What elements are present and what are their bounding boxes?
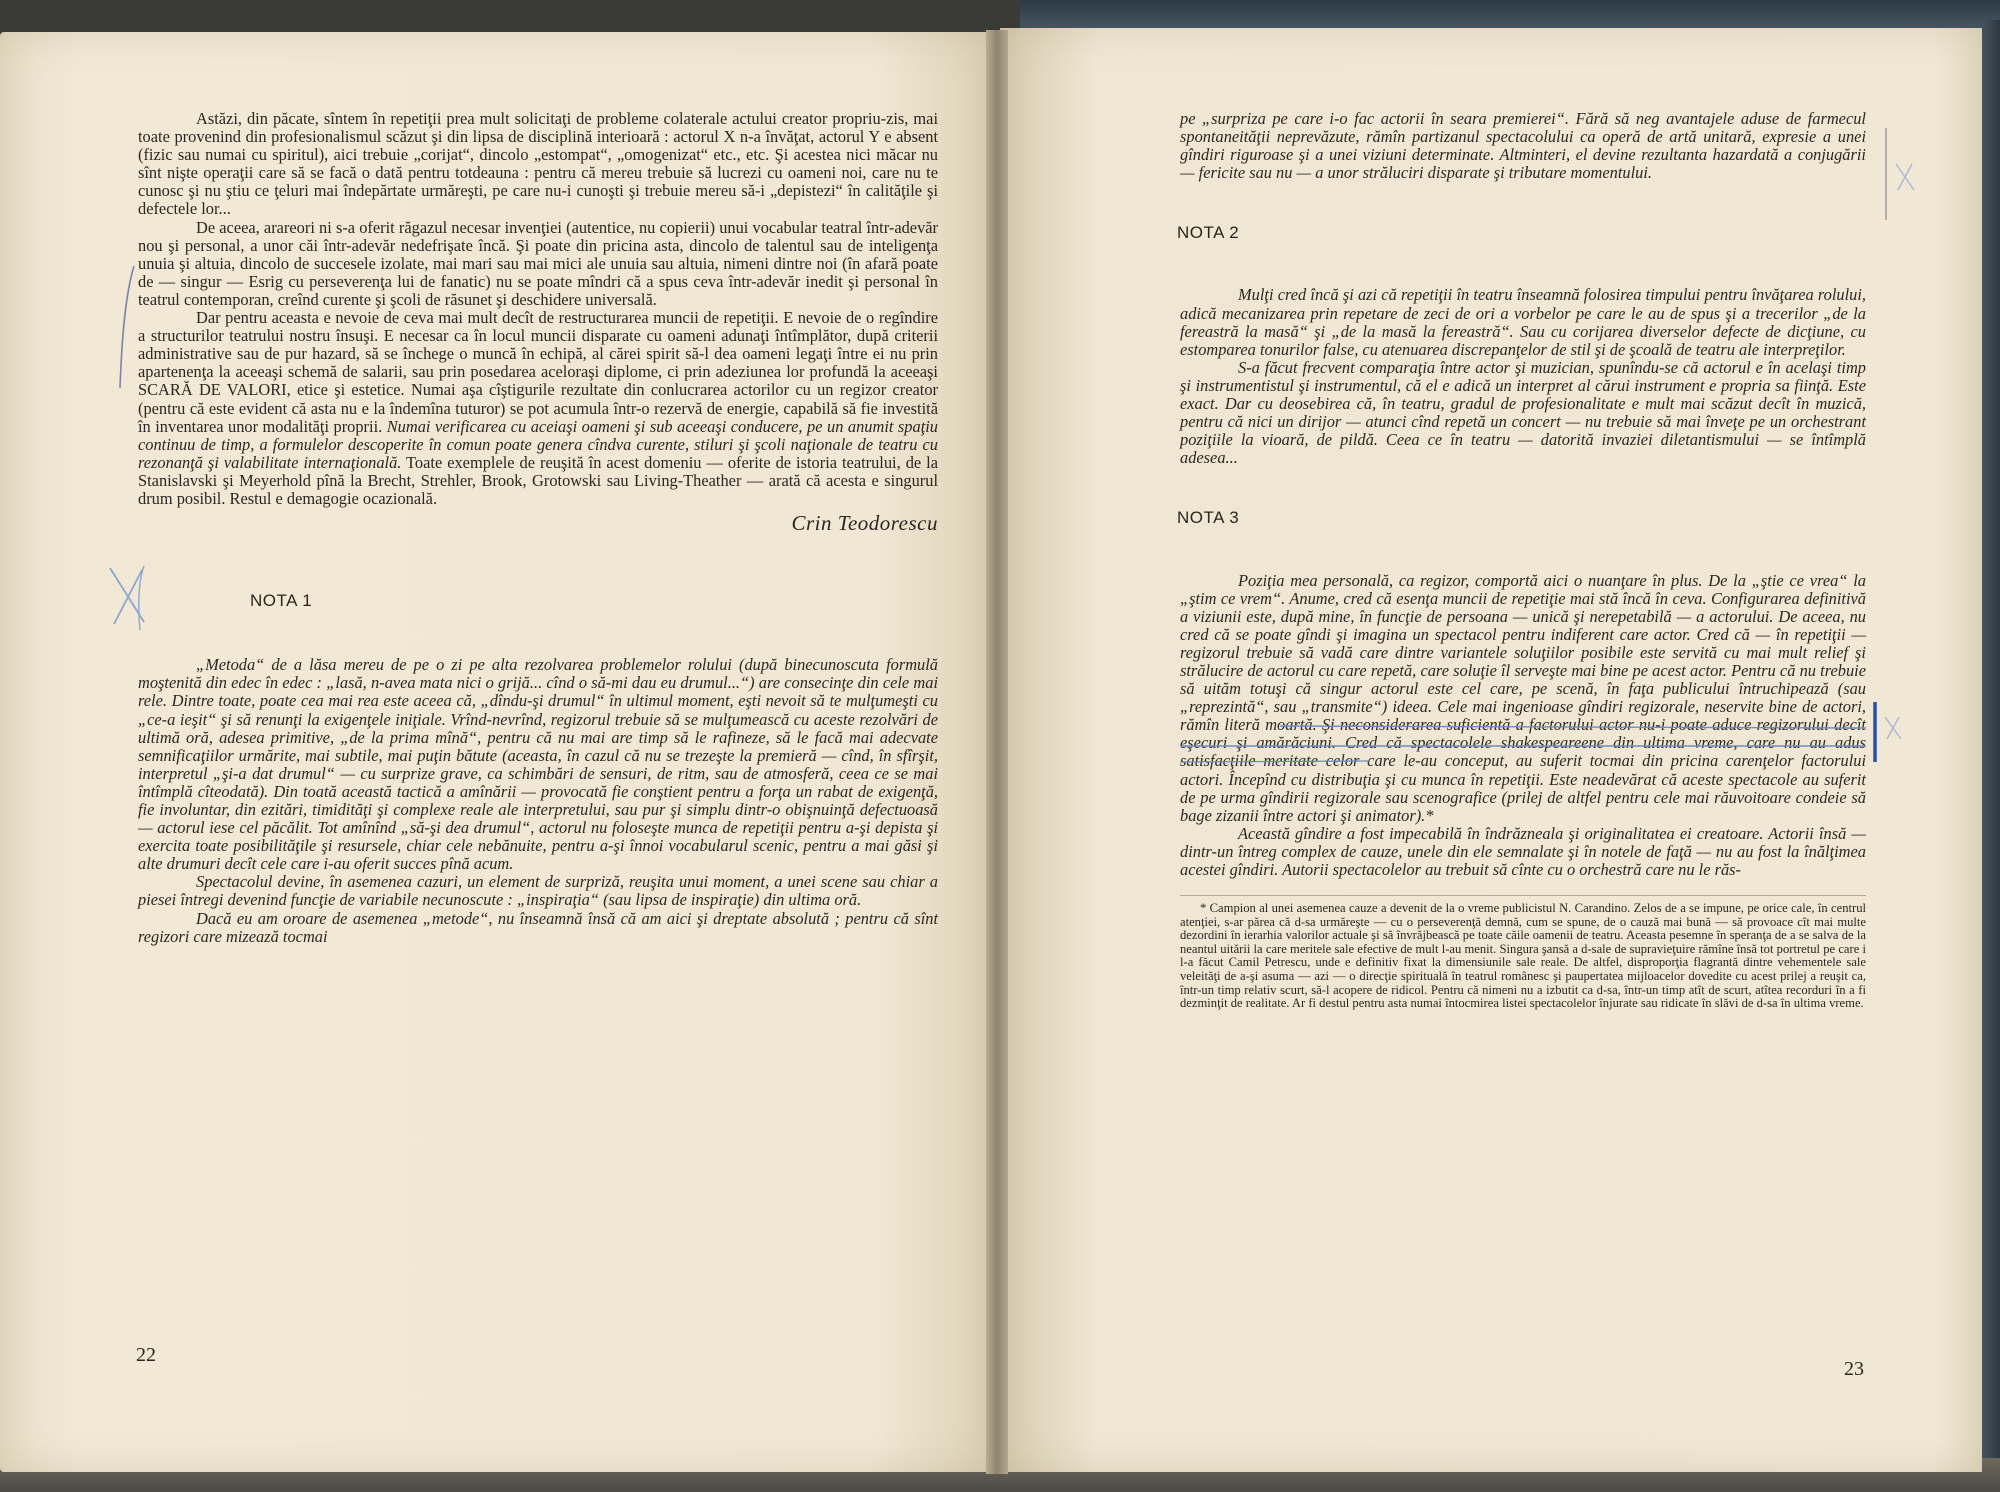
note-paragraph: pe „surpriza pe care i-o fac actorii în seara premierei“. Fără să neg avantajele aduse de farmecul spontaneităţii neprevăzute, rămîn partizanul spectacolului ca operă de artă unitară, expresie a unei gîndiri riguroase şi a unei viziuni determinate. Altminteri, el devine rezultanta hazardată a conjugării — fericite sau nu — a unor străluciri disparate şi tributare momentului. [1180,109,1866,183]
note-heading: NOTA 3 [1177,508,1240,528]
book-gutter [986,30,1008,1474]
book-cover-edge [1982,20,2000,1492]
pencil-x-mark [104,562,152,634]
note-paragraph: „Metoda“ de a lăsa mereu de pe o zi pe alta rezolvarea problemelor rolului (după binecunoscuta formulă moştenită din edec în edec : „lasă, n-avea mata nici o grijă... cînd o să-mi dau eu drumul...“) are consecinţe din cele mai rele. Dintre toate, poate cea mai rea este aceea că, „dîndu-şi drumul“ în ultimul moment, eşti nevoit să te mulţumeşti cu „ce-a ieşit“ şi să renunţi la exigenţele iniţiale. Vrînd-nevrînd, regizorul trebuie să se mulţumească cu aceste rezolvări de ultimă oră, adesea primitive, „de la prima mînă“, pentru că nu mai are timp să le rafineze, să le facă mai adecvate semnificaţiilor urmărite, mai subtile, mai puţin bătute (aceasta, în cazul că nu se trezeşte la premieră — cînd, în sfîrşit, interpretul „şi-a dat drumul“ — cu surprize grave, ca schimbări de sensuri, de ritm, sau de atmosferă, ceea ce se mai întîmplă cîteodată). Din toată această tactică a amînării — provocată fie conştient pentru a forţa un rabat de exigenţă, fie involuntar, din ezitări, timidităţi şi complexe reale ale interpretului, sau pur şi simplu dintr-o obişnuinţă defectuoasă — actorul iese cel păcălit. Tot amînînd „să-şi dea drumul“, actorul nu foloseşte munca de repetiţii pentru a-şi depista şi exercita toate posibilităţile şi resursele, chiar cele nebănuite, pentru a-şi înnoi vocabularul scenic, pentru a mai găsi şi alte drumuri decît cele care i-au oferit succes pînă acum. [138,655,938,874]
note-heading: NOTA 2 [1177,223,1240,243]
left-page-text [138,110,938,946]
paragraph-text: Toate exemplele de reuşită în acest domeniu — oferite de istoria teatrului, de la Stanislavski şi Meyerhold pînă la Brecht, Strehler, Brook, Grotowski sau Living-Theather — arată că acesta e singurul drum posibil. Restul e demagogie ocazională. [138,452,938,508]
note-paragraph: Mulţi cred încă şi azi că repetiţii în teatru înseamnă folosirea timpului pentru învăţarea rolului, adică mecanizarea prin repetare de zeci de ori a vorbelor pe care le au de spus şi a trecerilor „de la fereastră la masă“ şi „de la masă la fereastră“. Sau cu corijarea diverselor defecte de dicţiune, cu estomparea tonurilor false, cu atenuarea discrepanţelor de stil şi de şcoală de teatru ale interpreţilor. [1180,285,1866,359]
note-heading: NOTA 1 [250,591,313,611]
page-number: 23 [1844,1358,1864,1380]
note-paragraph: Poziţia mea personală, ca regizor, comportă aici o nuanţare în plus. De la „ştie ce vrea“ la „ştim ce vrem“. Anume, cred că esenţa muncii de repetiţie mai stă încă în ceva. Configurarea definitivă a viziunii este, după mine, în funcţie de persoana — unică şi nerepetabilă — a actorului. De aceea, nu cred că se poate gîndi şi imagina un spectacol pentru indiferent care actor. Cred că — în repetiţii — regizorul trebuie să vadă care dintre variantele soluţiilor posibile este servită cu mai mult relief şi strălucire de actorul cu care repetă, care soluţie îl serveşte mai bine pe acest actor. Pentru că nu trebuie să uităm totuşi că singur actorul este cel care, pe scenă, în faţa publicului întruchipează (sau „reprezintă“, sau „transmite“) ideea. Cele mai ingenioase gîndiri regizorale, neservite bine de actori, rămîn literă moartă. Şi neconsiderarea suficientă a factorului actor nu-i poate aduce regizorului decît eşecuri şi amărăciuni. Cred că spectacolele shakespeareene din ultima vreme, care nu au adus satisfacţiile meritate celor care le-au conceput, au suferit tocmai din pricina carenţelor factorului actori. Începînd cu distribuţia şi cu munca în repetiţii. Este neadevărat că aceste spectacole au suferit de pe urma gîndirii regizorale sau scenografice (prilej de altfel pentru cele mai răuvoitoare condeie să bage zizanii între actori şi animator).* [1180,570,1866,825]
pencil-x-mark [1892,160,1918,194]
blue-pencil-margin-line [1868,700,1882,764]
note-paragraph: Această gîndire a fost impecabilă în îndrăzneala şi originalitatea ei creatoare. Actorii însă — dintr-un întreg complex de cauze, unele din ele semnalate şi în notele de faţă — nu au fost la înălţimea acestei gîndiri. Autorii spectacolelor au trebuit să cînte cu o orchestră care nu le răs- [1180,823,1866,879]
pencil-margin-line [112,262,142,392]
footnote [1180,895,1866,1011]
note-paragraph: Spectacolul devine, în asemenea cazuri, un element de surpriză, reuşita unui moment, a unei scene sau chiar a piesei întregi devenind funcţie de variabile necunoscute : „inspiraţia“ (sau lipsa de inspiraţie) din ultima oră. [138,872,938,910]
italic-emphasis: Numai verificarea cu aceiaşi oameni şi sub aceeaşi conducere, pe un anumit spaţiu continuu de timp, a formulelor descoperite în comun poate genera cîndva curente, stiluri şi şcoli naţionale de teatru cu rezonanţă şi valabilitate internaţională. [138,416,938,472]
page-number: 22 [136,1344,156,1366]
paragraph: Astăzi, din păcate, sîntem în repetiţii prea mult solicitaţi de probleme colaterale actului creator propriu-zis, mai toate provenind din profesionalismul scăzut şi din lipsa de disciplină interioară : actorul X n-a învăţat, actorul Y e absent (fizic sau numai cu spiritul), aici trebuie „corijat“, dincolo „estompat“, „omogenizat“ etc., etc. Şi acestea nici măcar nu sînt nişte operaţii care să se facă o dată pentru totdeauna : pentru că mereu trebuie să lucrezi cu oameni noi, care nu te cunosc şi nu ştiu ce ţeluri mai îndepărtate urmăreşti, pe care nu-i cunoşti şi trebuie mereu să-i „depistezi“ în calităţile şi defectele lor... [138,109,938,219]
right-page-text [1177,109,1866,1011]
note-paragraph: Dacă eu am oroare de asemenea „metode“, nu înseamnă însă că am aici şi dreptate absolută ; pentru că sînt regizori care mizează tocmai [138,908,938,946]
pencil-x-mark [1882,714,1904,742]
note-paragraph: S-a făcut frecvent comparaţia între actor şi muzician, spunîndu-se că actorul e în acelaşi timp şi instrumentistul şi instrumentul, că el e adică un interpret al cărui instrument e propria sa fiinţă. Este exact. Dar cu deosebirea că, în teatru, gradul de profesionalitate e mult mai scăzut decît în muzică, pentru că nici un dirijor — atunci cînd repetă un concert — nu trebuie să mai înveţe pe un orchestrant poziţiile la vioară, de pildă. Ceea ce în teatru — datorită invaziei diletantismului — se întîmplă adesea... [1180,357,1866,468]
footnote-text: * Campion al unei asemenea cauze a devenit de la o vreme publicistul N. Carandino. Zelos de a se impune, pe orice cale, în centrul atenţiei, s-ar părea că d-sa urmăreşte — cu o perseverenţă demnă, cum se spune, de o cauză mai bună — să provoace cît mai multe dezordini în ierarhia valorilor actuale şi să învrăjbească pe toate căile oamenii de teatru. Aceasta pesemne în speranţa de a se salva de la neantul uitării la care meritele sale efective de mult l-au menit. Singura şansă a d-sale de supravieţuire rămîne însă tot portretul pe care i l-a făcut Camil Petrescu, unde e definitiv fixat la dimensiunile sale reale. De altfel, disproporţia flagrantă dintre vehementele sale veleităţi de a-şi asuma — azi — o direcţie spirituală în teatrul românesc şi paupertatea mijloacelor dovedite cu acest prilej a reuşit ca, într-un timp relativ scurt, să-l acopere de ridicol. Pentru că nimeni nu a izbutit ca d-sa, într-un timp atît de scurt, atîtea recorduri în a fi dezminţit de realitate. Ar fi destul pentru asta numai întocmirea listei spectacolelor înjurate sau ridicate în slăvi de d-sa în ultima vreme. [1180,901,1866,1011]
paragraph: De aceea, arareori ni s-a oferit răgazul necesar invenţiei (autentice, nu copierii) unui vocabular teatral într-adevăr nou şi personal, a unor căi într-adevăr nedefrişate încă. Şi poate din pricina asta, dincolo de talentul sau de inteligenţa unuia şi altuia, dincolo de succesele izolate, mai mari sau mai mici ale unuia sau altuia, nimeni dintre noi (în afară poate de — singur — Esrig cu perseverenţa lui de fanatic) nu se poate mîndri că a spus ceva într-adevăr inedit şi personal în teatrul contemporan, creînd curente şi şcoli de răsunet şi deschidere universală. [138,217,938,309]
author-signature: Crin Teodorescu [791,511,938,536]
paragraph-text: Dar pentru aceasta e nevoie de ceva mai mult decît de restructurarea muncii de repetiţii. E nevoie de o regîndire a structurilor teatrului nostru însuşi. E necesar ca în locul muncii disparate cu oameni adunaţi întîmplător, după criterii administrative sau de pur hazard, să se închege o muncă în echipă, al cărei spirit să-l dea oameni legaţi între ei nu prin apartenenţa la aceeaşi schemă de salarii, sau prin posedarea aceloraşi diplome, ci prin adeziunea lor profundă la aceeaşi SCARĂ DE VALORI, etice şi estetice. Numai aşa cîştigurile rezultate din conlucrarea actorilor cu un regizor creator (pentru că este evident că asta nu e la îndemîna tuturor) se pot acumula într-o rezervă de energie, capabilă să fie investită în inventarea unor modalităţi proprii. [138,308,938,436]
paragraph [138,309,938,508]
pencil-underline [1180,724,1870,764]
